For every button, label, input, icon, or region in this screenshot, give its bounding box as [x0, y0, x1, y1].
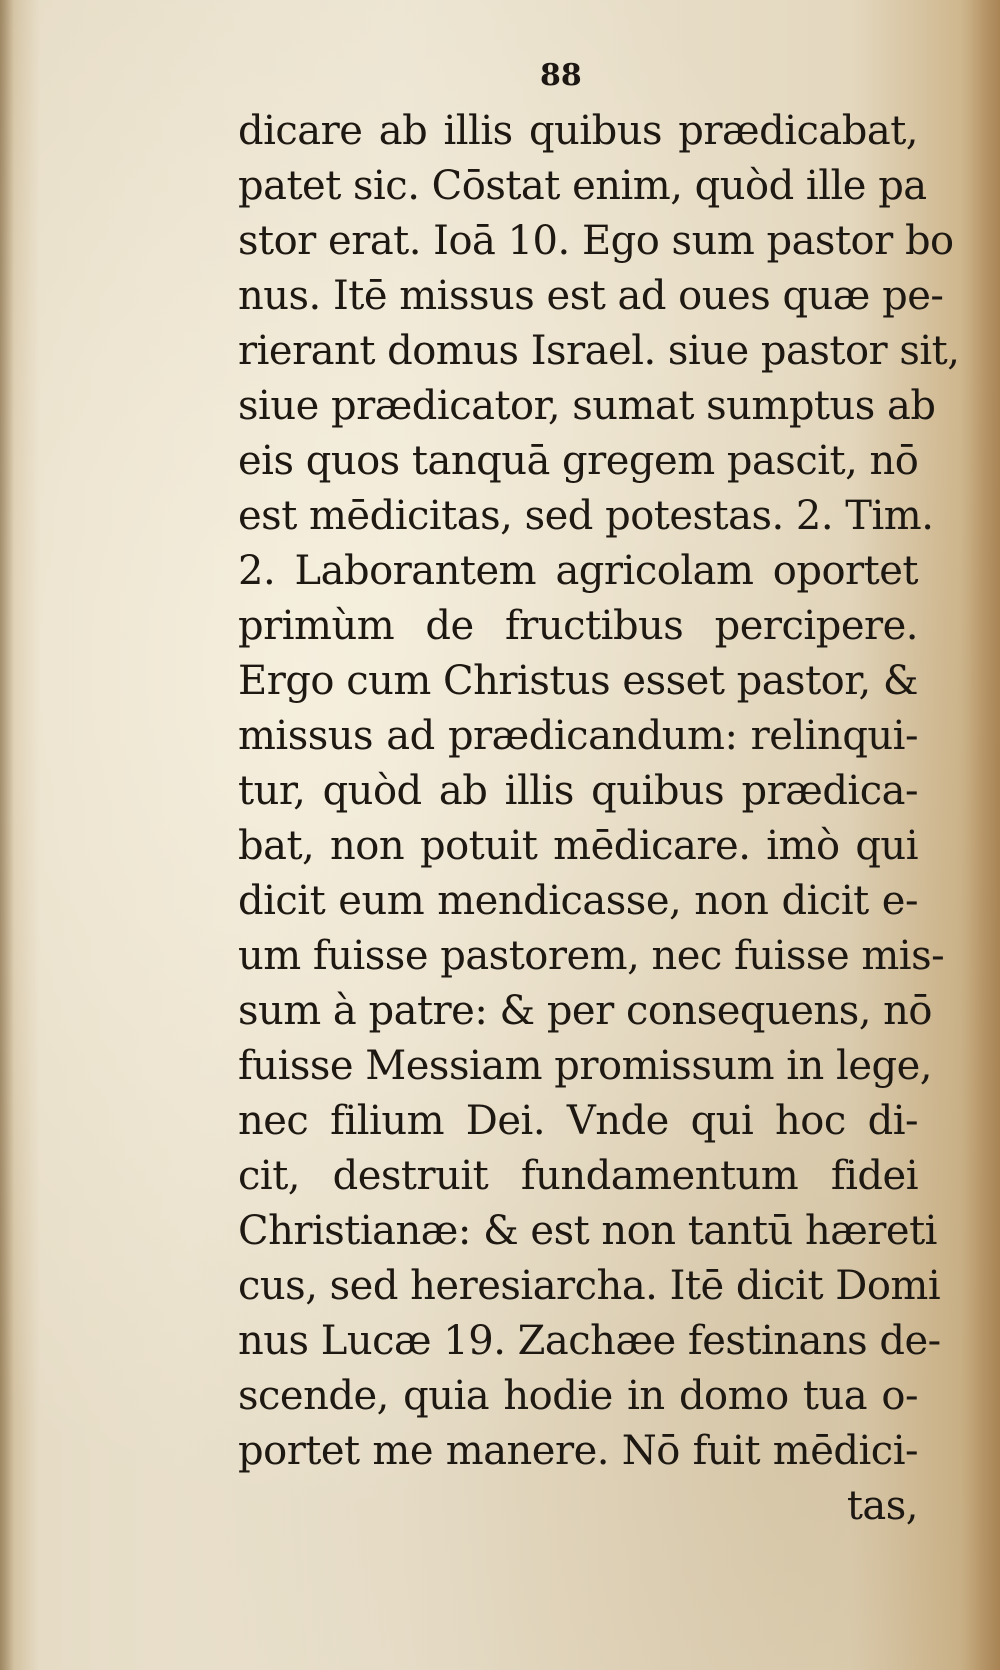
text-line: Ergo cum Christus esset pastor, &: [238, 658, 919, 704]
text-line: patet sic. Cōstat enim, quòd ille pa: [238, 163, 927, 209]
text-line: nus Lucæ 19. Zachæe festinans de-: [238, 1318, 941, 1364]
page-gutter-shadow: [0, 0, 14, 1670]
text-line: missus ad prædicandum: relinqui-: [238, 713, 918, 759]
text-line: rierant domus Israel. siue pastor sit,: [238, 328, 960, 374]
text-line: Christianæ: & est non tantū hæreti: [238, 1208, 937, 1254]
text-line: est mēdicitas, sed potestas. 2. Tim.: [238, 493, 934, 539]
text-line: scende, quia hodie in domo tua o-: [238, 1373, 918, 1419]
catchword: tas,: [846, 1483, 918, 1529]
text-line: eis quos tanquā gregem pascit, nō: [238, 438, 919, 484]
text-line: tur, quòd ab illis quibus prædica-: [238, 768, 918, 814]
text-line: bat, non potuit mēdicare. imò qui: [238, 823, 918, 869]
text-line: nus. Itē missus est ad oues quæ pe-: [238, 273, 944, 319]
page-edge-stain: [960, 0, 1000, 1670]
text-line: sum à patre: & per consequens, nō: [238, 988, 932, 1034]
text-line: cus, sed heresiarcha. Itē dicit Domi: [238, 1263, 941, 1309]
page-number: 88: [540, 58, 582, 93]
text-line: dicit eum mendicasse, non dicit e-: [238, 878, 918, 924]
body-text: [238, 104, 960, 1534]
text-line: siue prædicator, sumat sumptus ab: [238, 383, 936, 429]
text-line: fuisse Messiam promissum in lege,: [238, 1043, 932, 1089]
text-line: dicare ab illis quibus prædicabat,: [238, 108, 918, 154]
text-line: portet me manere. Nō fuit mēdici-: [238, 1428, 918, 1474]
text-line: primùm de fructibus percipere.: [238, 603, 918, 649]
text-line: 2. Laborantem agricolam oportet: [238, 548, 918, 594]
text-line: nec filium Dei. Vnde qui hoc di-: [238, 1098, 918, 1144]
text-line: um fuisse pastorem, nec fuisse mis-: [238, 933, 945, 979]
text-line: cit, destruit fundamentum fidei: [238, 1153, 918, 1199]
text-line: stor erat. Ioā 10. Ego sum pastor bo: [238, 218, 954, 264]
